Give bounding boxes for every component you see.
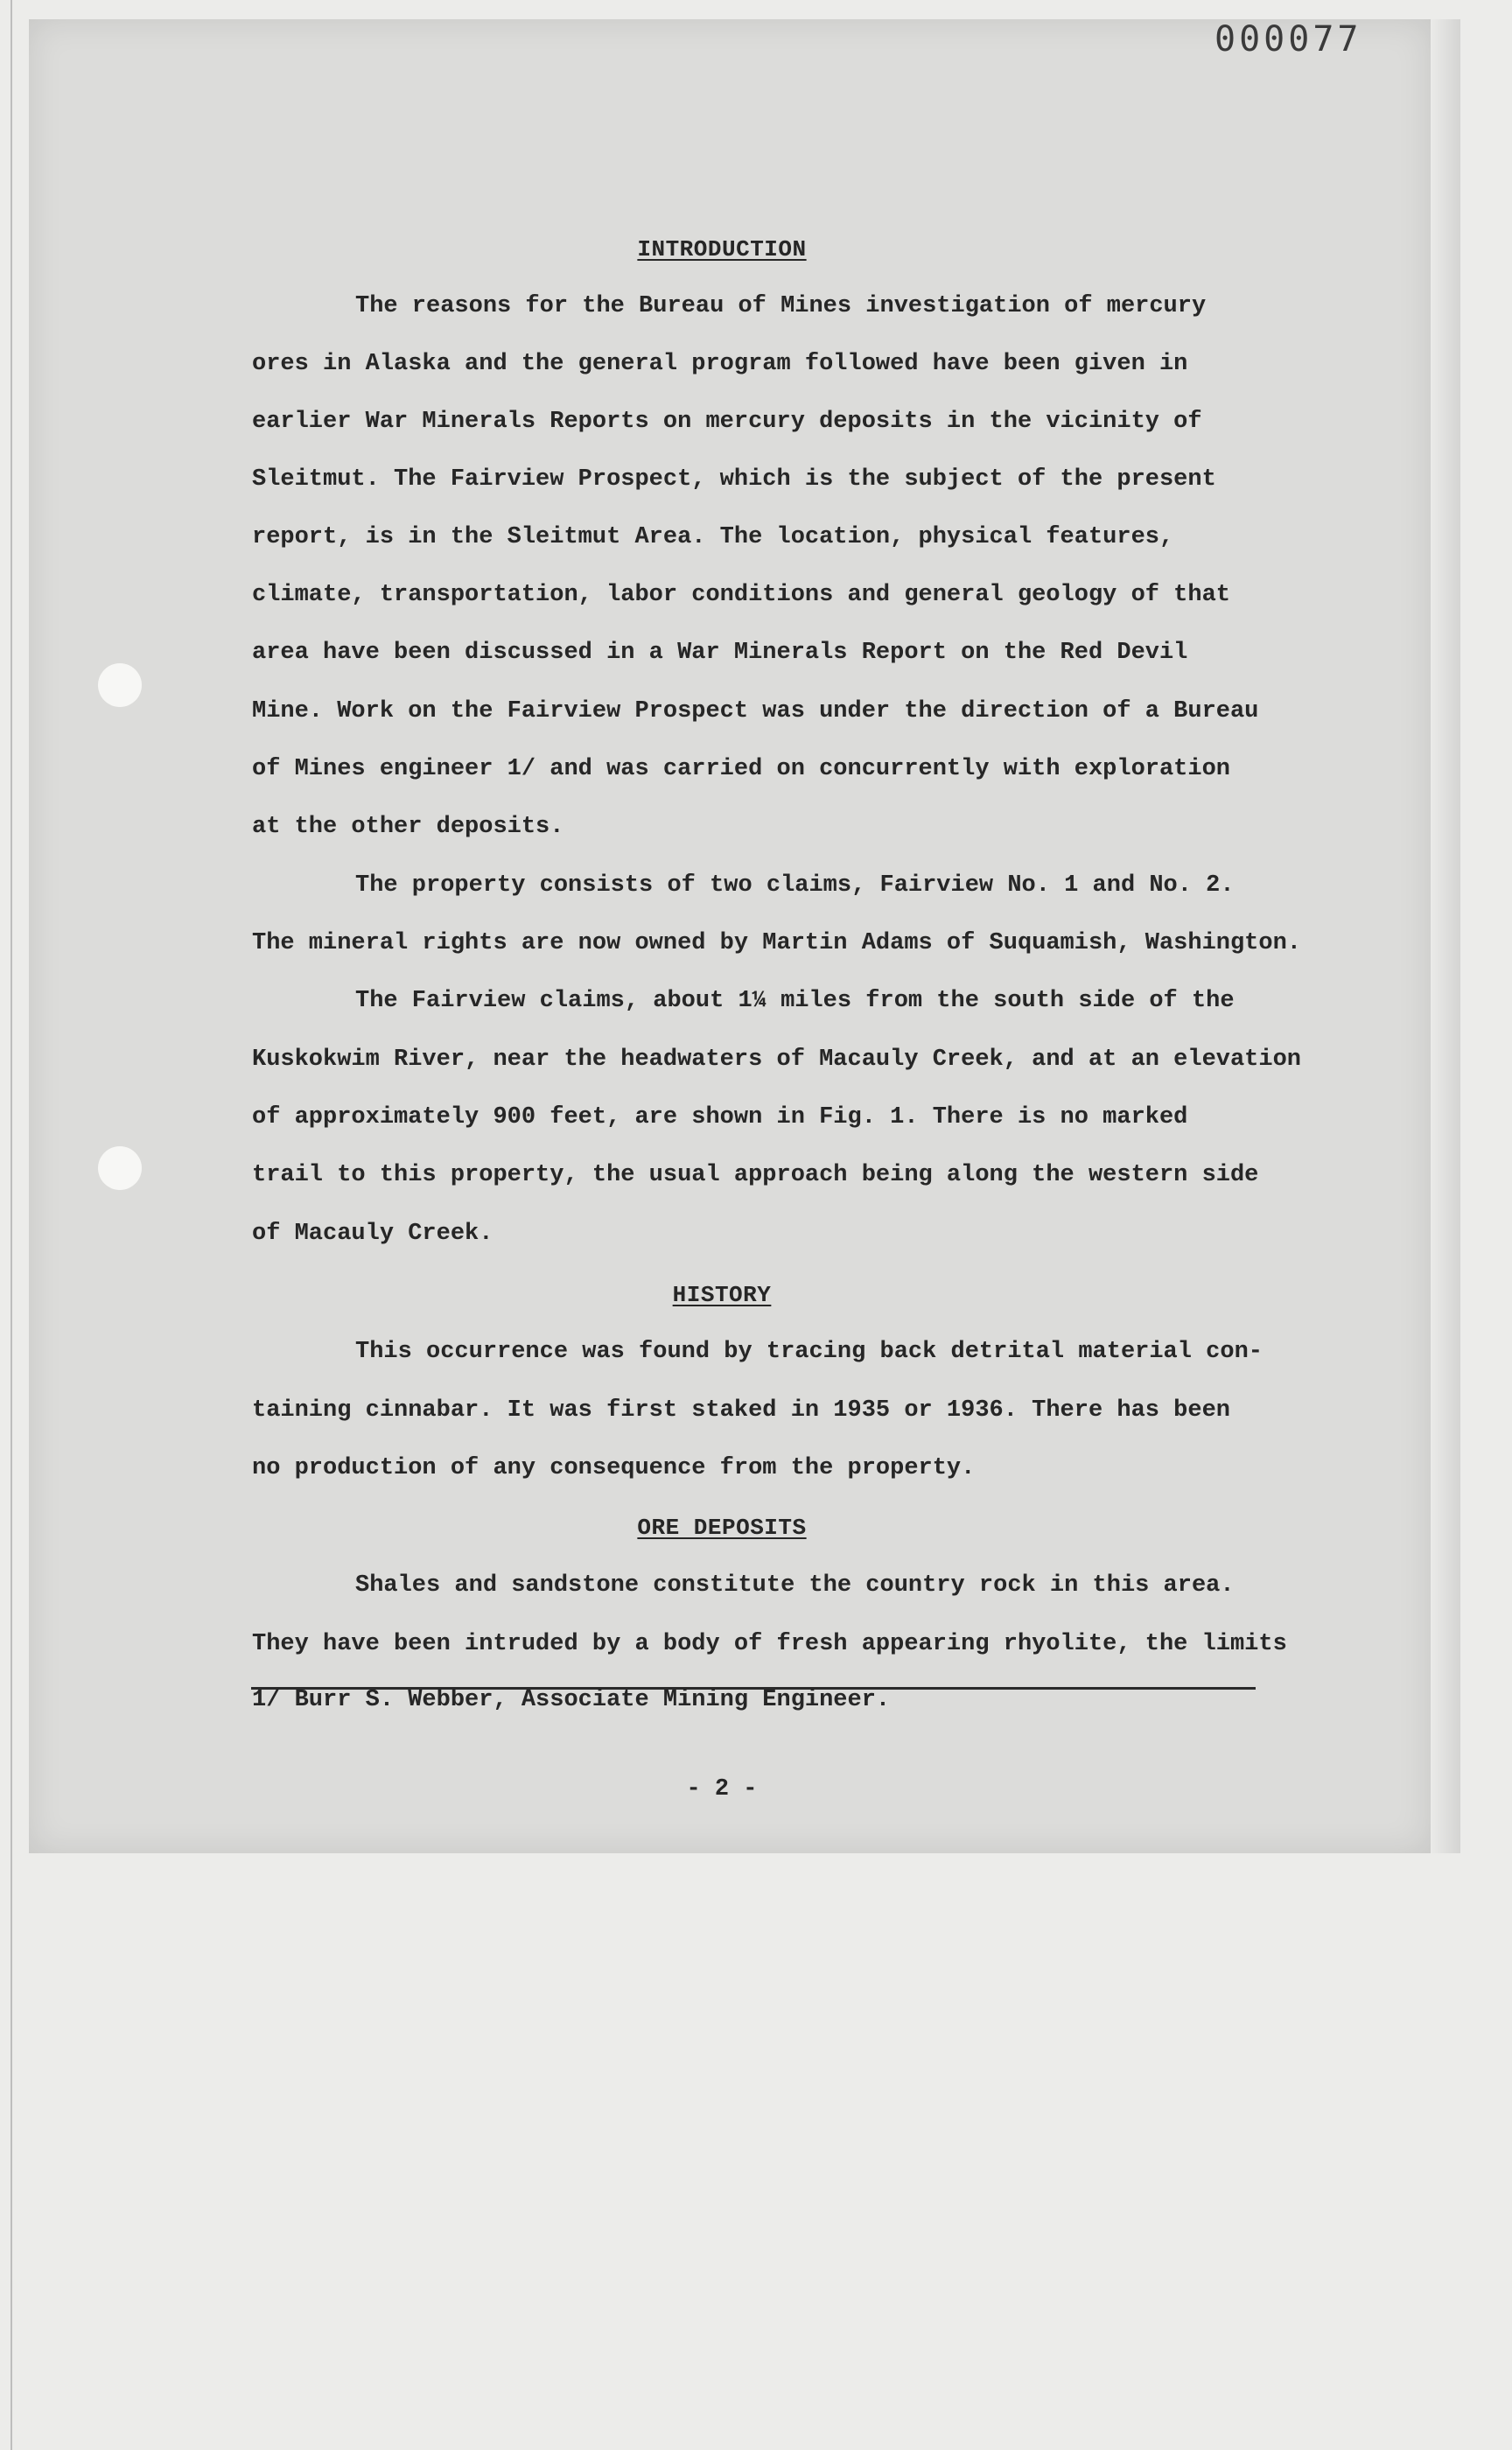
- footnote: 1/ Burr S. Webber, Associate Mining Engineer.: [252, 1687, 891, 1713]
- text-line: The mineral rights are now owned by Martin Adams of Suquamish, Washington.: [252, 930, 1301, 956]
- text-line: This occurrence was found by tracing back detrital material con-: [355, 1339, 1263, 1365]
- text-line: climate, transportation, labor conditions and general geology of that: [252, 582, 1230, 608]
- text-line: They have been intruded by a body of fresh appearing rhyolite, the limits: [252, 1631, 1287, 1657]
- text-line: no production of any consequence from the property.: [252, 1455, 976, 1481]
- sheet-shadow: [1429, 19, 1460, 1853]
- text-line: ores in Alaska and the general program followed have been given in: [252, 351, 1188, 377]
- section-heading-history: HISTORY: [672, 1282, 772, 1308]
- binding-edge: [10, 0, 12, 2450]
- text-line: trail to this property, the usual approach being along the western side: [252, 1162, 1259, 1188]
- text-line: of Macauly Creek.: [252, 1221, 494, 1247]
- punch-hole-top: [98, 663, 142, 707]
- text-line: Shales and sandstone constitute the country rock in this area.: [355, 1572, 1235, 1599]
- text-line: at the other deposits.: [252, 814, 564, 840]
- text-line: Kuskokwim River, near the headwaters of Macauly Creek, and at an elevation: [252, 1046, 1301, 1073]
- document-number: 000077: [1214, 19, 1362, 60]
- section-heading-introduction: INTRODUCTION: [637, 236, 807, 262]
- text-line: Mine. Work on the Fairview Prospect was under the direction of a Bureau: [252, 698, 1259, 724]
- text-line: area have been discussed in a War Minerals Report on the Red Devil: [252, 640, 1188, 666]
- text-line: The reasons for the Bureau of Mines investigation of mercury: [355, 293, 1207, 319]
- text-line: The property consists of two claims, Fairview No. 1 and No. 2.: [355, 872, 1235, 899]
- text-line: Sleitmut. The Fairview Prospect, which is the subject of the present: [252, 466, 1216, 493]
- text-line: of approximately 900 feet, are shown in Fig. 1. There is no marked: [252, 1104, 1188, 1130]
- text-line: report, is in the Sleitmut Area. The location, physical features,: [252, 524, 1174, 550]
- text-line: The Fairview claims, about 1¼ miles from the south side of the: [355, 988, 1235, 1014]
- text-line: taining cinnabar. It was first staked in 1935 or 1936. There has been: [252, 1397, 1230, 1424]
- text-line: earlier War Minerals Reports on mercury deposits in the vicinity of: [252, 409, 1202, 435]
- section-heading-ore-deposits: ORE DEPOSITS: [637, 1515, 807, 1541]
- text-line: of Mines engineer 1/ and was carried on concurrently with exploration: [252, 756, 1230, 782]
- page-number: - 2 -: [686, 1776, 758, 1802]
- punch-hole-bottom: [98, 1146, 142, 1190]
